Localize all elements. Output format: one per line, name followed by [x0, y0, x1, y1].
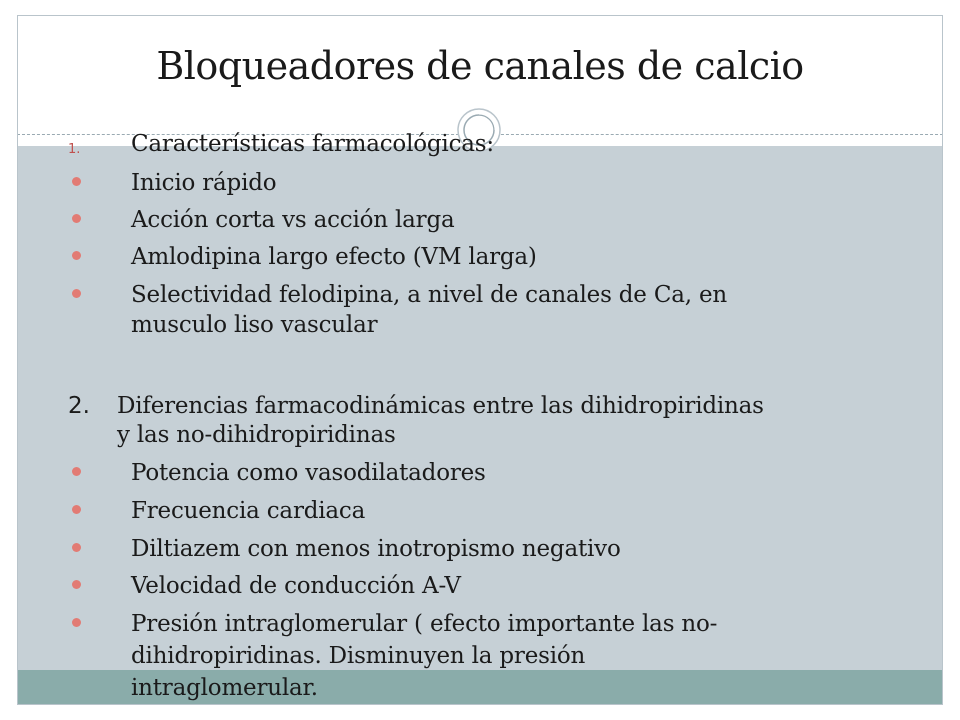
- bullet-marker: [72, 289, 81, 298]
- bullet-marker: [72, 214, 81, 223]
- section-1-number: 1.: [68, 142, 81, 157]
- list-item: Inicio rápido: [131, 170, 277, 196]
- section-2-heading-continuation: y las no-dihidropiridinas: [117, 422, 396, 448]
- page-title: Bloqueadores de canales de calcio: [156, 44, 804, 88]
- list-item-continuation: musculo liso vascular: [131, 312, 378, 338]
- list-item: Selectividad felodipina, a nivel de canales de Ca, en: [131, 282, 727, 308]
- list-item: Potencia como vasodilatadores: [131, 460, 486, 486]
- list-item: Velocidad de conducción A-V: [131, 573, 461, 599]
- bullet-marker: [72, 177, 81, 186]
- list-item: Acción corta vs acción larga: [131, 207, 455, 233]
- bullet-marker: [72, 580, 81, 589]
- bullet-marker: [72, 467, 81, 476]
- list-item: Diltiazem con menos inotropismo negativo: [131, 536, 621, 562]
- bullet-marker: [72, 543, 81, 552]
- list-item: Frecuencia cardiaca: [131, 498, 366, 524]
- list-item-continuation: intraglomerular.: [131, 675, 318, 701]
- section-2-number: 2.: [68, 393, 90, 419]
- section-1-heading: Características farmacológicas:: [131, 131, 494, 157]
- bullet-marker: [72, 251, 81, 260]
- list-item: Presión intraglomerular ( efecto importante las no-: [131, 611, 718, 637]
- list-item: Amlodipina largo efecto (VM larga): [131, 244, 537, 270]
- bullet-marker: [72, 505, 81, 514]
- section-2-heading: Diferencias farmacodinámicas entre las dihidropiridinas: [117, 393, 764, 419]
- list-item-continuation: dihidropiridinas. Disminuyen la presión: [131, 643, 586, 669]
- bullet-marker: [72, 618, 81, 627]
